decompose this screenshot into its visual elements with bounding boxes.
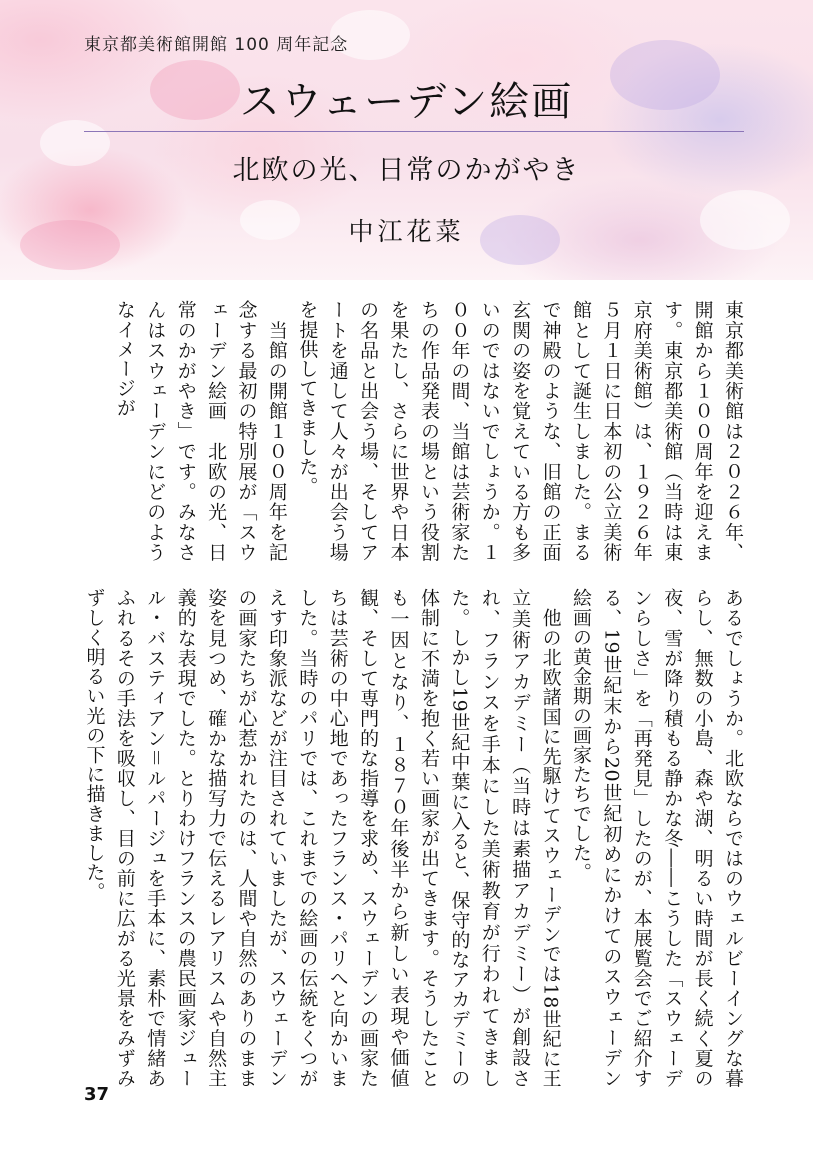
header-banner (0, 0, 813, 280)
body-text-upper: 東京都美術館は２０２６年、開館から１００周年を迎えます。東京都美術館（当時は東京府美術館）は、１９２６年５月１日に日本初の公立美術館として誕生しました。まるで神殿のような、旧館の正面玄関の姿を覚えている方も多いのではないでしょうか。１００年の間、当館は芸術家たちの作品発表の場という役割を果たし、さらに世界や日本の名品と出会う場、そしてアートを通して人々が出会う場を提供してきました。 当館の開館１００周年を記念する最初の特別展が「スウェーデン絵画 北欧の光、日常のかがやき」です。みなさんはスウェーデンにどのようなイメージが (113, 300, 744, 562)
body-text-lower: あるでしょうか。北欧ならではのウェルビーイングな暮らし、無数の小島、森や湖、明るい時間が長く続く夏の夜、雪が降り積もる静かな冬――こうした「スウェーデンらしさ」を「再発見」したのが、本展覧会でご紹介する、19世紀末から20世紀初めにかけてのスウェーデン絵画の黄金期の画家たちでした。 他の北欧諸国に先駆けてスウェーデンでは18世紀に王立美術アカデミー（当時は素描アカデミー）が創設され、フランスを手本にした美術教育が行われてきました。しかし19世紀中葉に入ると、保守的なアカデミーの体制に不満を抱く若い画家が出てきます。そうしたことも一因となり、１８７０年後半から新しい表現や価値観、そして専門的な指導を求め、スウェーデンの画家たちは芸術の中心地であったフランス・パリへと向かいました。当時のパリでは、これまでの絵画の伝統をくつがえす印象派などが注目されていましたが、スウェーデンの画家たちが心惹かれたのは、人間や自然のありのまま姿を見つめ、確かな描写力で伝えるレアリスムや自然主義的な表現でした。とりわけフランスの農民画家ジュール・バスティアン＝ルパージュを手本に、素朴で情緒あふれるその手法を吸収し、目の前に広がる光景をみずみずしく明るい光の下に描きました。 (83, 588, 744, 1088)
page-title: スウェーデン絵画 (239, 79, 574, 125)
title-divider (84, 131, 744, 132)
author-name: 中江花菜 (348, 217, 465, 246)
subtitle: 北欧の光、日常のかがやき (232, 155, 581, 186)
page-number: 37 (84, 1084, 110, 1105)
kicker: 東京都美術館開館 100 周年記念 (84, 35, 349, 55)
